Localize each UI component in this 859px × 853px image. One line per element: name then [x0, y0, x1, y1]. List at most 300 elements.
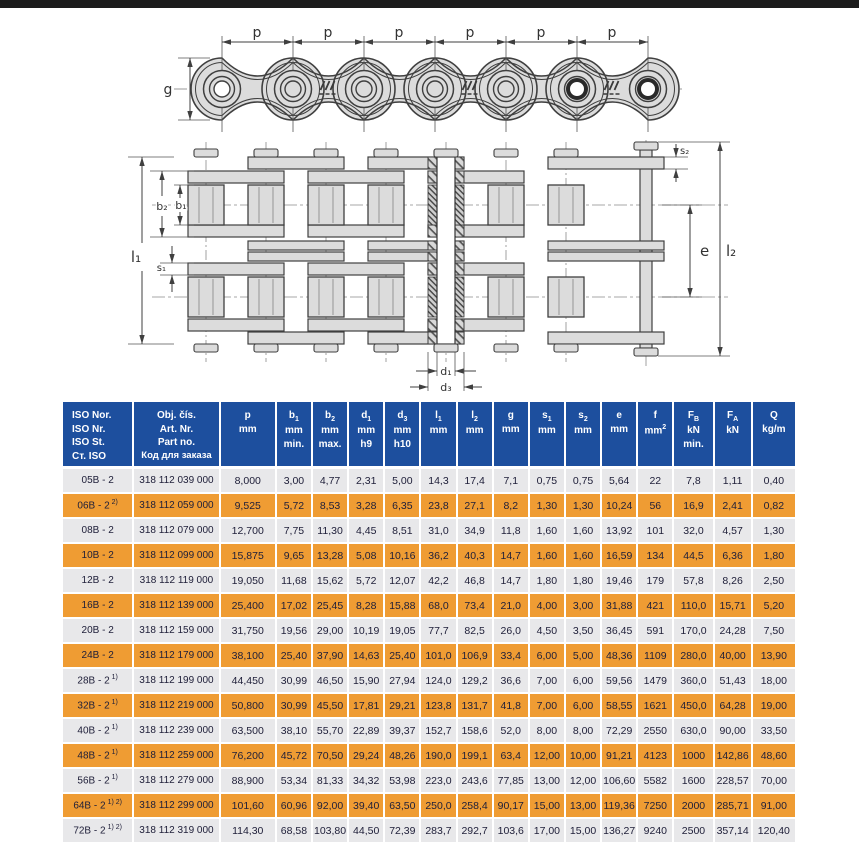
value-cell: 11,30 — [312, 518, 348, 543]
chain-cross-section-drawing — [122, 140, 746, 396]
value-cell: 33,50 — [752, 718, 795, 743]
value-cell: 6,35 — [384, 493, 420, 518]
d3-label: d₃ — [440, 381, 452, 394]
value-cell: 90,00 — [714, 718, 752, 743]
pitch-label: p — [607, 25, 617, 41]
value-cell: 77,85 — [493, 768, 529, 793]
value-cell: 22 — [637, 468, 673, 494]
value-cell: 17,00 — [529, 818, 565, 843]
value-cell: 7,00 — [529, 668, 565, 693]
column-header: $s_2$ mm — [565, 402, 601, 468]
value-cell: 48,60 — [752, 743, 795, 768]
l1-label: l₁ — [130, 248, 142, 266]
e-dimension — [662, 205, 709, 297]
value-cell: 9240 — [637, 818, 673, 843]
s2-dimension — [664, 144, 689, 182]
value-cell: 119,36 — [601, 793, 637, 818]
value-cell: 120,40 — [752, 818, 795, 843]
value-cell: 318 112 139 000 — [133, 593, 219, 618]
value-cell: 1600 — [673, 768, 713, 793]
value-cell: 8,51 — [384, 518, 420, 543]
d1-label: d₁ — [440, 365, 452, 378]
value-cell: 199,1 — [457, 743, 493, 768]
table-row — [63, 818, 795, 843]
value-cell: 4,77 — [312, 468, 348, 494]
value-cell: 2550 — [637, 718, 673, 743]
value-cell: 14,3 — [420, 468, 456, 494]
top-black-bar — [0, 0, 859, 8]
value-cell: 11,68 — [276, 568, 312, 593]
value-cell: 360,0 — [673, 668, 713, 693]
value-cell: 15,00 — [529, 793, 565, 818]
value-cell: 450,0 — [673, 693, 713, 718]
value-cell: 0,75 — [529, 468, 565, 494]
value-cell: 19,05 — [384, 618, 420, 643]
value-cell: 158,6 — [457, 718, 493, 743]
value-cell: 59,56 — [601, 668, 637, 693]
value-cell: 72,39 — [384, 818, 420, 843]
value-cell: 123,8 — [420, 693, 456, 718]
value-cell: 4,57 — [714, 518, 752, 543]
value-cell: 285,71 — [714, 793, 752, 818]
iso-designation-cell: 40B - 2 $^{1)}$ — [63, 718, 133, 743]
iso-designation-cell: 10B - 2 — [63, 543, 133, 568]
table-row — [63, 543, 795, 568]
column-header: p mm — [220, 402, 276, 468]
value-cell: 27,94 — [384, 668, 420, 693]
value-cell: 243,6 — [457, 768, 493, 793]
column-header: Obj. čís. Art. Nr. Part no. Код для заказа — [133, 402, 219, 468]
value-cell: 318 112 179 000 — [133, 643, 219, 668]
value-cell: 1,80 — [565, 568, 601, 593]
value-cell: 591 — [637, 618, 673, 643]
value-cell: 318 112 079 000 — [133, 518, 219, 543]
iso-designation-cell: 72B - 2 $^{1) 2)}$ — [63, 818, 133, 843]
value-cell: 31,88 — [601, 593, 637, 618]
value-cell: 46,8 — [457, 568, 493, 593]
value-cell: 318 112 239 000 — [133, 718, 219, 743]
value-cell: 2,31 — [348, 468, 384, 494]
value-cell: 37,90 — [312, 643, 348, 668]
column-header: $F_B$ kN min. — [673, 402, 713, 468]
value-cell: 17,81 — [348, 693, 384, 718]
value-cell: 36,6 — [493, 668, 529, 693]
value-cell: 38,10 — [276, 718, 312, 743]
value-cell: 114,30 — [220, 818, 276, 843]
value-cell: 91,21 — [601, 743, 637, 768]
value-cell: 9,525 — [220, 493, 276, 518]
value-cell: 1,11 — [714, 468, 752, 494]
value-cell: 44,450 — [220, 668, 276, 693]
column-header: $l_1$ mm — [420, 402, 456, 468]
value-cell: 179 — [637, 568, 673, 593]
pitch-label: p — [252, 25, 262, 41]
value-cell: 88,900 — [220, 768, 276, 793]
value-cell: 101,60 — [220, 793, 276, 818]
value-cell: 16,9 — [673, 493, 713, 518]
value-cell: 23,8 — [420, 493, 456, 518]
value-cell: 56 — [637, 493, 673, 518]
value-cell: 101,0 — [420, 643, 456, 668]
value-cell: 63,4 — [493, 743, 529, 768]
value-cell: 33,4 — [493, 643, 529, 668]
column-header: g mm — [493, 402, 529, 468]
table-row — [63, 668, 795, 693]
value-cell: 13,90 — [752, 643, 795, 668]
value-cell: 1479 — [637, 668, 673, 693]
value-cell: 1,60 — [565, 543, 601, 568]
value-cell: 18,00 — [752, 668, 795, 693]
value-cell: 38,100 — [220, 643, 276, 668]
pitch-label: p — [465, 25, 475, 41]
value-cell: 45,72 — [276, 743, 312, 768]
column-header: ISO Nor. ISO Nr. ISO St. Ст. ISO — [63, 402, 133, 468]
value-cell: 15,71 — [714, 593, 752, 618]
value-cell: 3,28 — [348, 493, 384, 518]
value-cell: 15,875 — [220, 543, 276, 568]
value-cell: 170,0 — [673, 618, 713, 643]
value-cell: 318 112 119 000 — [133, 568, 219, 593]
value-cell: 15,00 — [565, 818, 601, 843]
value-cell: 6,00 — [565, 668, 601, 693]
value-cell: 4,00 — [529, 593, 565, 618]
value-cell: 318 112 099 000 — [133, 543, 219, 568]
iso-designation-cell: 20B - 2 — [63, 618, 133, 643]
value-cell: 34,9 — [457, 518, 493, 543]
value-cell: 9,65 — [276, 543, 312, 568]
value-cell: 48,26 — [384, 743, 420, 768]
value-cell: 0,75 — [565, 468, 601, 494]
value-cell: 58,55 — [601, 693, 637, 718]
d1-dimension — [416, 352, 476, 378]
value-cell: 29,00 — [312, 618, 348, 643]
value-cell: 68,58 — [276, 818, 312, 843]
table-row — [63, 768, 795, 793]
value-cell: 101 — [637, 518, 673, 543]
value-cell: 29,24 — [348, 743, 384, 768]
value-cell: 110,0 — [673, 593, 713, 618]
value-cell: 228,57 — [714, 768, 752, 793]
value-cell: 5,72 — [348, 568, 384, 593]
value-cell: 76,200 — [220, 743, 276, 768]
value-cell: 14,7 — [493, 568, 529, 593]
value-cell: 25,45 — [312, 593, 348, 618]
iso-designation-cell: 24B - 2 — [63, 643, 133, 668]
value-cell: 5,72 — [276, 493, 312, 518]
value-cell: 25,40 — [384, 643, 420, 668]
value-cell: 318 112 259 000 — [133, 743, 219, 768]
table-row — [63, 493, 795, 518]
value-cell: 6,36 — [714, 543, 752, 568]
value-cell: 21,0 — [493, 593, 529, 618]
value-cell: 68,0 — [420, 593, 456, 618]
value-cell: 13,92 — [601, 518, 637, 543]
value-cell: 39,37 — [384, 718, 420, 743]
value-cell: 10,16 — [384, 543, 420, 568]
value-cell: 40,3 — [457, 543, 493, 568]
value-cell: 7,00 — [529, 693, 565, 718]
column-header: $b_1$ mm min. — [276, 402, 312, 468]
value-cell: 55,70 — [312, 718, 348, 743]
l2-dimension — [658, 142, 736, 356]
value-cell: 1000 — [673, 743, 713, 768]
value-cell: 4123 — [637, 743, 673, 768]
value-cell: 45,50 — [312, 693, 348, 718]
value-cell: 25,40 — [276, 643, 312, 668]
value-cell: 57,8 — [673, 568, 713, 593]
iso-designation-cell: 05B - 2 — [63, 468, 133, 494]
value-cell: 8,26 — [714, 568, 752, 593]
column-header: Q kg/m — [752, 402, 795, 468]
value-cell: 1,60 — [529, 518, 565, 543]
l2-label: l₂ — [726, 242, 737, 260]
value-cell: 63,50 — [384, 793, 420, 818]
value-cell: 7,1 — [493, 468, 529, 494]
value-cell: 73,4 — [457, 593, 493, 618]
value-cell: 29,21 — [384, 693, 420, 718]
s1-label: s₁ — [156, 263, 166, 274]
value-cell: 52,0 — [493, 718, 529, 743]
value-cell: 64,28 — [714, 693, 752, 718]
value-cell: 34,32 — [348, 768, 384, 793]
value-cell: 5,08 — [348, 543, 384, 568]
value-cell: 1,60 — [529, 543, 565, 568]
value-cell: 318 112 219 000 — [133, 693, 219, 718]
table-row — [63, 643, 795, 668]
value-cell: 40,00 — [714, 643, 752, 668]
value-cell: 2000 — [673, 793, 713, 818]
value-cell: 1109 — [637, 643, 673, 668]
value-cell: 250,0 — [420, 793, 456, 818]
column-header: $F_A$ kN — [714, 402, 752, 468]
value-cell: 7,50 — [752, 618, 795, 643]
value-cell: 90,17 — [493, 793, 529, 818]
value-cell: 136,27 — [601, 818, 637, 843]
value-cell: 3,50 — [565, 618, 601, 643]
table-header — [63, 402, 795, 468]
value-cell: 31,750 — [220, 618, 276, 643]
value-cell: 5,64 — [601, 468, 637, 494]
value-cell: 60,96 — [276, 793, 312, 818]
value-cell: 41,8 — [493, 693, 529, 718]
value-cell: 13,28 — [312, 543, 348, 568]
table-row — [63, 743, 795, 768]
value-cell: 44,50 — [348, 818, 384, 843]
value-cell: 258,4 — [457, 793, 493, 818]
value-cell: 92,00 — [312, 793, 348, 818]
value-cell: 292,7 — [457, 818, 493, 843]
value-cell: 19,00 — [752, 693, 795, 718]
value-cell: 1,60 — [565, 518, 601, 543]
value-cell: 142,86 — [714, 743, 752, 768]
column-header: $l_2$ mm — [457, 402, 493, 468]
value-cell: 1,30 — [752, 518, 795, 543]
value-cell: 318 112 299 000 — [133, 793, 219, 818]
table-row — [63, 568, 795, 593]
table-body — [63, 468, 795, 844]
iso-designation-cell: 32B - 2 $^{1)}$ — [63, 693, 133, 718]
value-cell: 318 112 059 000 — [133, 493, 219, 518]
pitch-label: p — [536, 25, 546, 41]
value-cell: 4,45 — [348, 518, 384, 543]
table-row — [63, 468, 795, 494]
value-cell: 10,24 — [601, 493, 637, 518]
value-cell: 0,82 — [752, 493, 795, 518]
value-cell: 81,33 — [312, 768, 348, 793]
table-row — [63, 518, 795, 543]
iso-designation-cell: 12B - 2 — [63, 568, 133, 593]
value-cell: 106,9 — [457, 643, 493, 668]
iso-designation-cell: 48B - 2 $^{1)}$ — [63, 743, 133, 768]
column-header: f $mm^2$ — [637, 402, 673, 468]
value-cell: 2,41 — [714, 493, 752, 518]
value-cell: 1,80 — [529, 568, 565, 593]
value-cell: 5,00 — [565, 643, 601, 668]
value-cell: 318 112 279 000 — [133, 768, 219, 793]
e-label: e — [700, 242, 710, 260]
value-cell: 8,000 — [220, 468, 276, 494]
value-cell: 8,00 — [565, 718, 601, 743]
value-cell: 283,7 — [420, 818, 456, 843]
column-header: $d_3$ mm h10 — [384, 402, 420, 468]
value-cell: 6,00 — [529, 643, 565, 668]
value-cell: 12,00 — [565, 768, 601, 793]
value-cell: 4,50 — [529, 618, 565, 643]
value-cell: 27,1 — [457, 493, 493, 518]
value-cell: 19,050 — [220, 568, 276, 593]
value-cell: 8,53 — [312, 493, 348, 518]
table-row — [63, 793, 795, 818]
value-cell: 53,98 — [384, 768, 420, 793]
value-cell: 129,2 — [457, 668, 493, 693]
value-cell: 10,00 — [565, 743, 601, 768]
iso-designation-cell: 56B - 2 $^{1)}$ — [63, 768, 133, 793]
value-cell: 53,34 — [276, 768, 312, 793]
value-cell: 134 — [637, 543, 673, 568]
value-cell: 36,2 — [420, 543, 456, 568]
value-cell: 1,30 — [529, 493, 565, 518]
value-cell: 152,7 — [420, 718, 456, 743]
value-cell: 318 112 319 000 — [133, 818, 219, 843]
value-cell: 25,400 — [220, 593, 276, 618]
value-cell: 51,43 — [714, 668, 752, 693]
value-cell: 5,20 — [752, 593, 795, 618]
value-cell: 14,7 — [493, 543, 529, 568]
value-cell: 17,02 — [276, 593, 312, 618]
value-cell: 15,88 — [384, 593, 420, 618]
table-row — [63, 618, 795, 643]
g-label: g — [163, 82, 173, 98]
column-header: $d_1$ mm h9 — [348, 402, 384, 468]
value-cell: 26,0 — [493, 618, 529, 643]
value-cell: 0,40 — [752, 468, 795, 494]
value-cell: 421 — [637, 593, 673, 618]
s2-label: s₂ — [680, 146, 690, 157]
iso-designation-cell: 16B - 2 — [63, 593, 133, 618]
value-cell: 12,00 — [529, 743, 565, 768]
value-cell: 24,28 — [714, 618, 752, 643]
table-row — [63, 593, 795, 618]
value-cell: 103,80 — [312, 818, 348, 843]
value-cell: 2,50 — [752, 568, 795, 593]
b2-label: b₂ — [156, 200, 168, 213]
value-cell: 8,00 — [529, 718, 565, 743]
value-cell: 124,0 — [420, 668, 456, 693]
value-cell: 31,0 — [420, 518, 456, 543]
value-cell: 16,59 — [601, 543, 637, 568]
value-cell: 7250 — [637, 793, 673, 818]
value-cell: 15,62 — [312, 568, 348, 593]
value-cell: 10,19 — [348, 618, 384, 643]
value-cell: 44,5 — [673, 543, 713, 568]
value-cell: 12,700 — [220, 518, 276, 543]
value-cell: 72,29 — [601, 718, 637, 743]
value-cell: 223,0 — [420, 768, 456, 793]
value-cell: 32,0 — [673, 518, 713, 543]
iso-designation-cell: 06B - 2 $^{2)}$ — [63, 493, 133, 518]
value-cell: 82,5 — [457, 618, 493, 643]
value-cell: 1621 — [637, 693, 673, 718]
value-cell: 42,2 — [420, 568, 456, 593]
value-cell: 13,00 — [565, 793, 601, 818]
value-cell: 46,50 — [312, 668, 348, 693]
value-cell: 15,90 — [348, 668, 384, 693]
value-cell: 8,2 — [493, 493, 529, 518]
value-cell: 77,7 — [420, 618, 456, 643]
value-cell: 19,46 — [601, 568, 637, 593]
value-cell: 63,500 — [220, 718, 276, 743]
iso-designation-cell: 28B - 2 $^{1)}$ — [63, 668, 133, 693]
table-row — [63, 693, 795, 718]
value-cell: 131,7 — [457, 693, 493, 718]
value-cell: 13,00 — [529, 768, 565, 793]
value-cell: 1,80 — [752, 543, 795, 568]
column-header: e mm — [601, 402, 637, 468]
value-cell: 17,4 — [457, 468, 493, 494]
value-cell: 70,50 — [312, 743, 348, 768]
value-cell: 5582 — [637, 768, 673, 793]
value-cell: 2500 — [673, 818, 713, 843]
value-cell: 8,28 — [348, 593, 384, 618]
value-cell: 50,800 — [220, 693, 276, 718]
value-cell: 48,36 — [601, 643, 637, 668]
value-cell: 7,8 — [673, 468, 713, 494]
value-cell: 280,0 — [673, 643, 713, 668]
value-cell: 19,56 — [276, 618, 312, 643]
pitch-label: p — [394, 25, 404, 41]
value-cell: 318 112 199 000 — [133, 668, 219, 693]
value-cell: 103,6 — [493, 818, 529, 843]
value-cell: 318 112 159 000 — [133, 618, 219, 643]
value-cell: 36,45 — [601, 618, 637, 643]
value-cell: 3,00 — [565, 593, 601, 618]
value-cell: 1,30 — [565, 493, 601, 518]
value-cell: 30,99 — [276, 693, 312, 718]
b1-label: b₁ — [175, 199, 187, 212]
duplex-chain-drawing — [152, 140, 728, 366]
chain-side-view-drawing — [130, 12, 705, 142]
value-cell: 12,07 — [384, 568, 420, 593]
value-cell: 6,00 — [565, 693, 601, 718]
l1-dimension — [128, 157, 174, 344]
value-cell: 3,00 — [276, 468, 312, 494]
value-cell: 106,60 — [601, 768, 637, 793]
chain-links-drawing — [174, 36, 682, 132]
value-cell: 5,00 — [384, 468, 420, 494]
value-cell: 357,14 — [714, 818, 752, 843]
table-row — [63, 718, 795, 743]
value-cell: 91,00 — [752, 793, 795, 818]
